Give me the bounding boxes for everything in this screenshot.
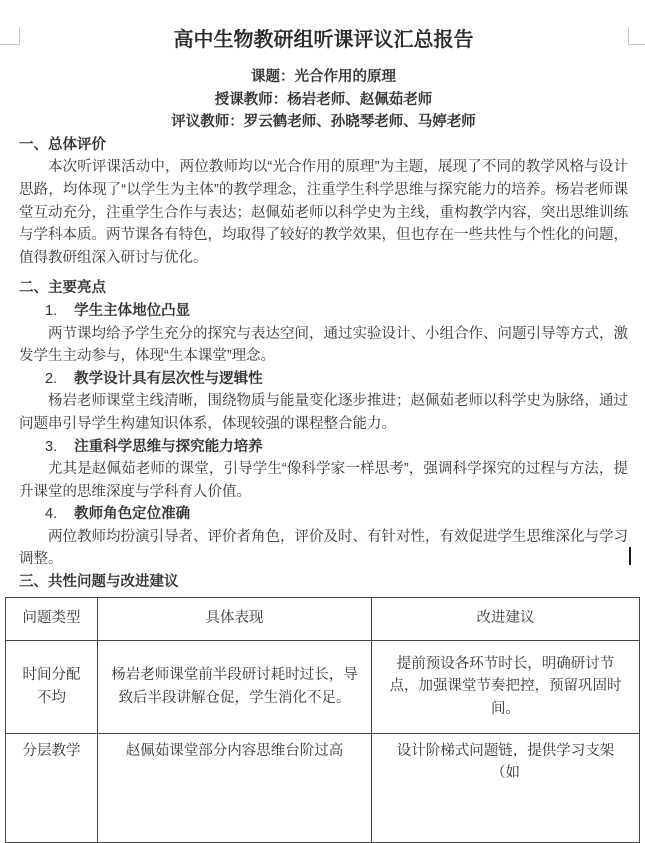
highlight-item-body: 杨岩老师课堂主线清晰，围绕物质与能量变化逐步推进；赵佩茹老师以科学史为脉络，通过问题串引导学生构建知识体系，体现较强的课程整合能力。 [19,393,628,432]
table-row [6,640,640,733]
item-title: 注重科学思维与探究能力培养 [74,438,263,455]
item-title: 教学设计具有层次性与逻辑性 [74,370,263,387]
issue-detail-cell: 杨岩老师课堂前半段研讨耗时过长，导致后半段讲解仓促，学生消化不足。 [98,640,372,733]
report-title: 高中生物教研组听课评议汇总报告 [173,29,474,51]
reviewers-line: 评议教师：罗云鹤老师、孙晓琴老师、马婷老师 [171,114,476,131]
item-number: 4. [45,506,58,523]
section-heading-issues: 三、共性问题与改进建议 [19,574,179,591]
issue-suggestion-cell: 提前预设各环节时长，明确研讨节点，加强课堂节奏把控，预留巩固时间。 [372,640,640,733]
item-number: 3. [45,438,58,455]
item-title: 教师角色定位准确 [74,506,191,523]
highlight-item-3 [0,436,645,504]
item-number: 1. [45,302,58,319]
highlight-item-body: 尤其是赵佩茹老师的课堂，引导学生“像科学家一样思考”，强调科学探究的过程与方法，提升课堂的思维深度与学科育人价值。 [19,461,628,500]
section-heading-highlights: 二、主要亮点 [19,280,106,297]
item-title: 学生主体地位凸显 [74,302,191,319]
highlight-item-heading [19,436,628,459]
highlight-item-4 [0,503,645,571]
table-header-row [6,597,640,640]
table-header-suggestion: 改进建议 [372,597,640,640]
issue-type-cell: 时间分配不均 [6,640,98,733]
document-page[interactable] [0,27,645,781]
highlight-item-1 [0,300,645,368]
text-cursor [629,547,631,565]
highlight-item-2 [0,368,645,436]
highlight-item-body: 两位教师均扮演引导者、评价者角色，评价及时、有针对性，有效促进学生思维深化与学习调整。 [19,528,628,568]
highlight-item-heading [19,503,628,526]
table-row [6,733,640,842]
page-corner-mark-right [628,27,645,45]
issue-type-cell: 分层教学 [6,733,98,842]
overall-evaluation-paragraph: 本次听评课活动中，两位教师均以“光合作用的原理”为主题，展现了不同的教学风格与设计思路，均体现了“以学生为主体”的教学理念，注重学生科学思维与探究能力的培养。杨岩老师课堂互动充分，注重学生合作与表达；赵佩茹老师以科学史为主线，重构教学内容，突出思维训练与学科本质。两节课各有特色，均取得了较好的教学效果，但也存在一些共性与个性化的问题，值得教研组深入研讨与优化。 [19,159,628,266]
item-number: 2. [45,370,58,387]
table-header-detail: 具体表现 [98,597,372,640]
issue-suggestion-cell: 设计阶梯式问题链，提供学习支架（如 [372,733,640,842]
lesson-topic-line: 课题：光合作用的原理 [251,69,396,85]
highlight-item-heading [19,368,628,391]
issues-table [5,597,640,843]
page-corner-mark-left [0,27,20,45]
highlight-item-heading [19,300,628,323]
instructors-line: 授课教师：杨岩老师、赵佩茹老师 [214,91,433,108]
issue-detail-cell: 赵佩茹课堂部分内容思维台阶过高 [98,733,372,842]
table-header-issue-type: 问题类型 [6,597,98,640]
section-heading-overall: 一、总体评价 [19,136,106,153]
highlight-item-body: 两节课均给予学生充分的探究与表达空间，通过实验设计、小组合作、问题引导等方式，激发学生主动参与，体现“生本课堂”理念。 [19,325,628,365]
